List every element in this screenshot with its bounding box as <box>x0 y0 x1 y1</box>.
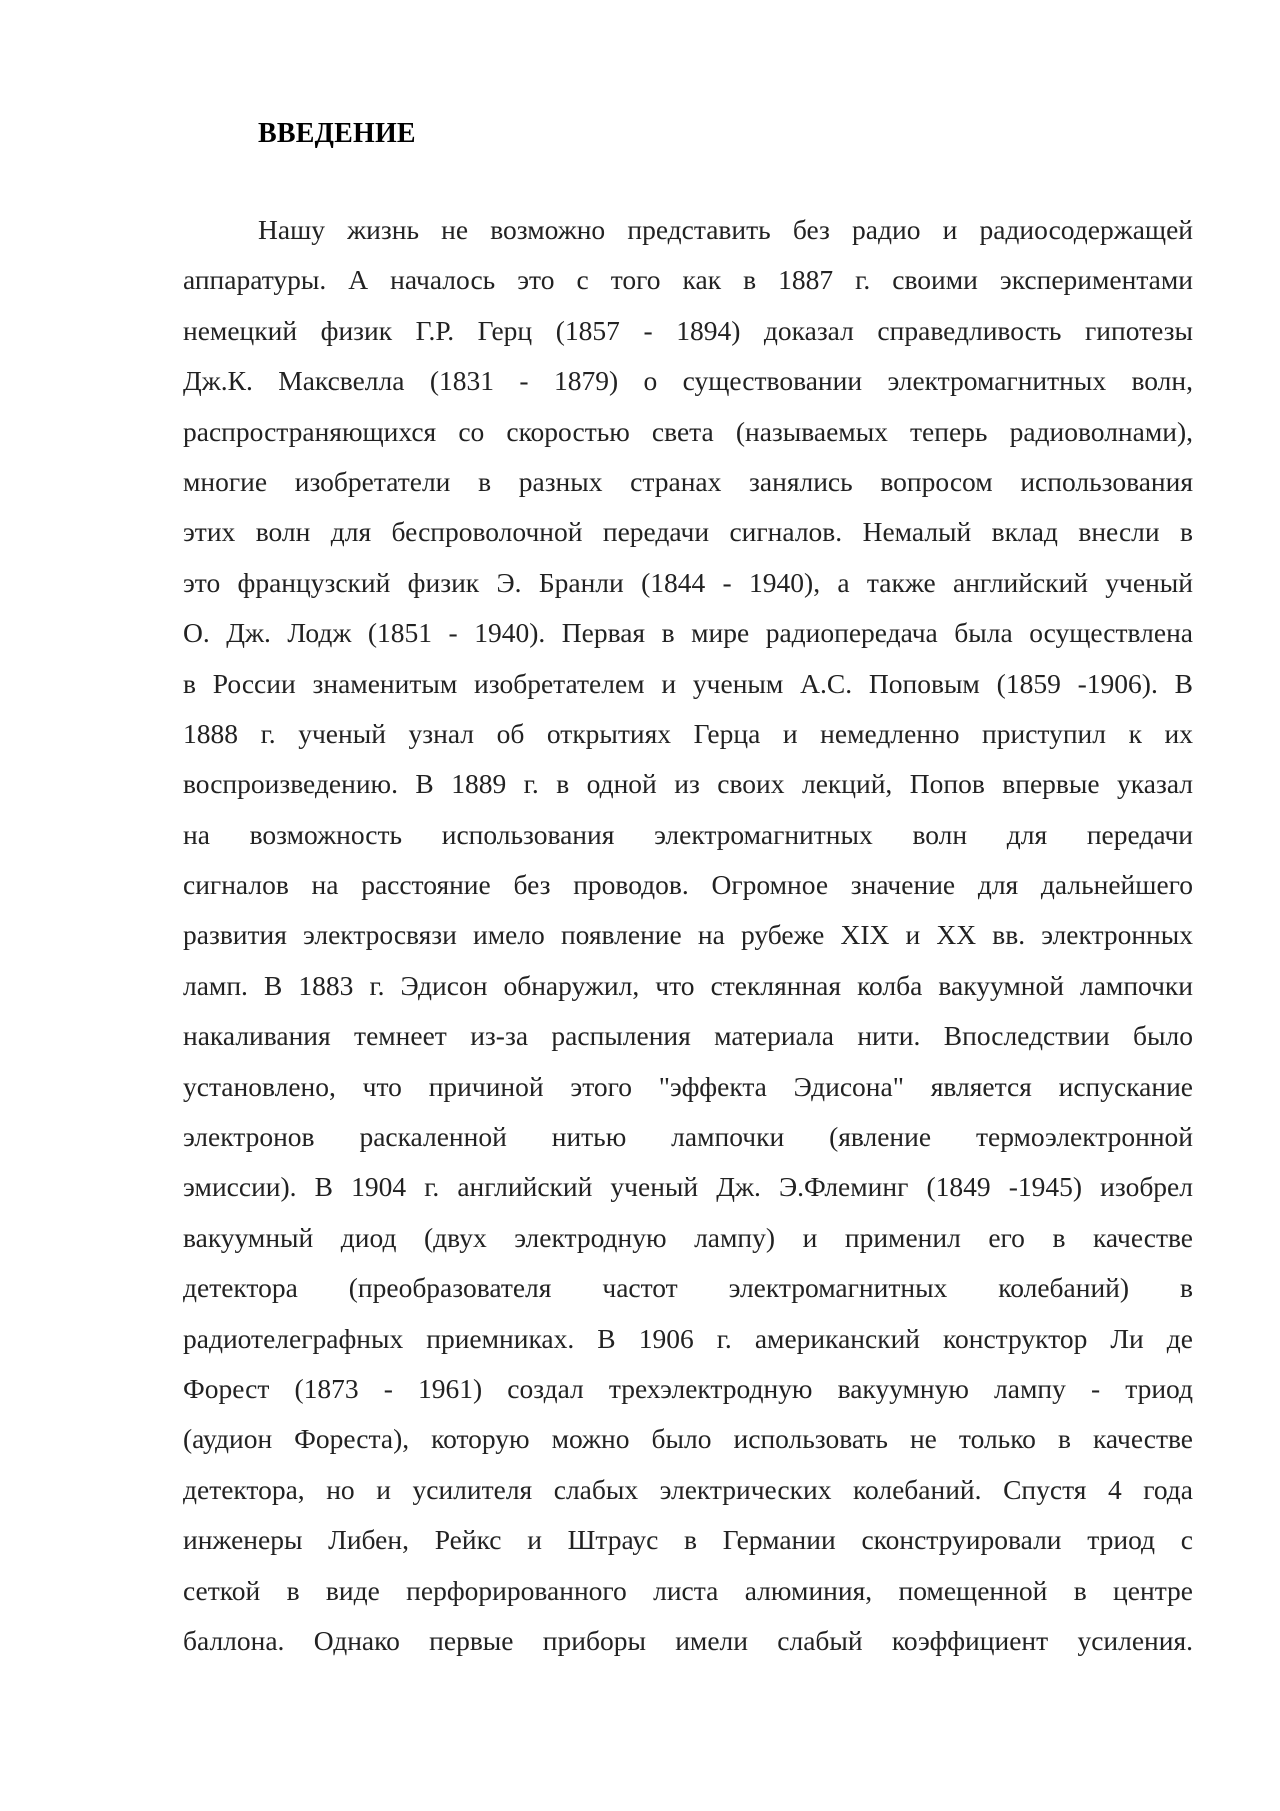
text-line: (аудион Фореста), которую можно было использовать не только в качестве <box>183 1423 1193 1455</box>
text-line: этих волн для беспроволочной передачи сигналов. Немалый вклад внесли в <box>183 516 1193 548</box>
text-line: О. Дж. Лодж (1851 - 1940). Первая в мире радиопередача была осуществлена <box>183 617 1193 649</box>
text-line: Дж.К. Максвелла (1831 - 1879) о существовании электромагнитных волн, <box>183 365 1193 397</box>
text-line: немецкий физик Г.Р. Герц (1857 - 1894) доказал справедливость гипотезы <box>183 314 1193 346</box>
text-line: установлено, что причиной этого "эффекта Эдисона" является испускание <box>183 1070 1193 1102</box>
body-paragraph <box>183 205 1193 1666</box>
section-heading: ВВЕДЕНИЕ <box>258 118 416 149</box>
text-line: сеткой в виде перфорированного листа алюминия, помещенной в центре <box>183 1574 1193 1606</box>
text-line: электронов раскаленной нитью лампочки (явление термоэлектронной <box>183 1121 1193 1153</box>
text-line: детектора, но и усилителя слабых электрических колебаний. Спустя 4 года <box>183 1473 1193 1505</box>
text-line: в России знаменитым изобретателем и ученым А.С. Поповым (1859 -1906). В <box>183 667 1193 699</box>
text-line: сигналов на расстояние без проводов. Огромное значение для дальнейшего <box>183 869 1193 901</box>
text-line: накаливания темнеет из-за распыления материала нити. Впоследствии было <box>183 1020 1193 1052</box>
text-line: аппаратуры. А началось это с того как в 1887 г. своими экспериментами <box>183 264 1193 296</box>
text-line: распространяющихся со скоростью света (называемых теперь радиоволнами), <box>183 415 1193 447</box>
text-line: Форест (1873 - 1961) создал трехэлектродную вакуумную лампу - триод <box>183 1372 1193 1404</box>
text-line: на возможность использования электромагнитных волн для передачи <box>183 818 1193 850</box>
text-line: вакуумный диод (двух электродную лампу) и применил его в качестве <box>183 1221 1193 1253</box>
text-line: инженеры Либен, Рейкс и Штраус в Германии сконструировали триод с <box>183 1524 1193 1556</box>
text-line: детектора (преобразователя частот электромагнитных колебаний) в <box>183 1272 1193 1304</box>
text-line: Нашу жизнь не возможно представить без радио и радиосодержащей <box>258 214 1193 245</box>
text-line: развития электросвязи имело появление на рубеже XIX и XX вв. электронных <box>183 919 1193 951</box>
text-line: воспроизведению. В 1889 г. в одной из своих лекций, Попов впервые указал <box>183 768 1193 800</box>
text-line: эмиссии). В 1904 г. английский ученый Дж. Э.Флеминг (1849 -1945) изобрел <box>183 1171 1193 1203</box>
text-line: ламп. В 1883 г. Эдисон обнаружил, что стеклянная колба вакуумной лампочки <box>183 969 1193 1001</box>
text-line: многие изобретатели в разных странах занялись вопросом использования <box>183 465 1193 497</box>
text-line: баллона. Однако первые приборы имели слабый коэффициент усиления. <box>183 1624 1193 1656</box>
text-line: это французский физик Э. Бранли (1844 - 1940), а также английский ученый <box>183 566 1193 598</box>
text-line: 1888 г. ученый узнал об открытиях Герца и немедленно приступил к их <box>183 717 1193 749</box>
text-line: радиотелеграфных приемниках. В 1906 г. американский конструктор Ли де <box>183 1322 1193 1354</box>
